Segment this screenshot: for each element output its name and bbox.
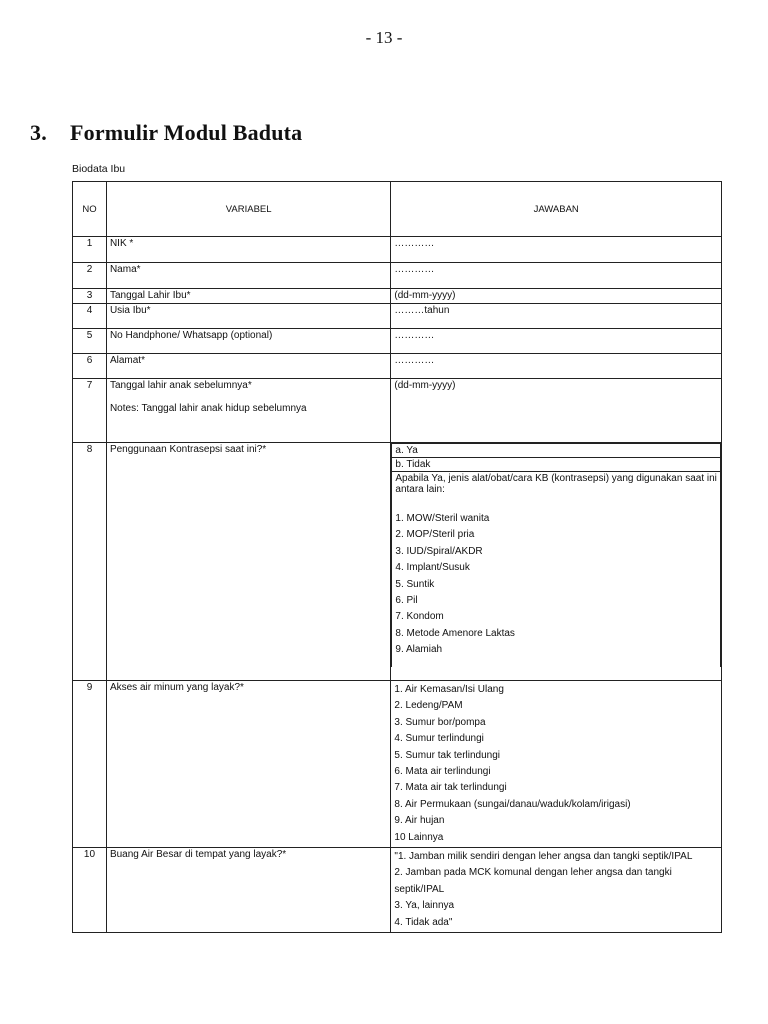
table-row bbox=[73, 379, 722, 443]
form-table bbox=[72, 181, 722, 933]
row-variable-label: Tanggal lahir anak sebelumnya* bbox=[109, 380, 252, 391]
row-number: 7 bbox=[73, 379, 107, 443]
row-variable: Buang Air Besar di tempat yang layak?* bbox=[106, 848, 390, 933]
row-number: 3 bbox=[73, 289, 107, 304]
answer-options bbox=[391, 443, 721, 667]
list-item[interactable]: 4. Sumur terlindungi bbox=[394, 733, 484, 745]
header-variabel: VARIABEL bbox=[106, 182, 390, 237]
table-row bbox=[73, 443, 722, 681]
row-variable: NIK * bbox=[106, 237, 390, 263]
row-answer bbox=[391, 443, 722, 681]
list-item[interactable]: 1. MOW/Steril wanita bbox=[395, 513, 490, 524]
row-number: 6 bbox=[73, 354, 107, 379]
list-item[interactable]: 2. MOP/Steril pria bbox=[395, 529, 475, 541]
table-row bbox=[73, 263, 722, 289]
section-number: 3. bbox=[30, 120, 47, 145]
list-item[interactable]: 3. Ya, lainnya bbox=[394, 900, 455, 912]
list-item[interactable]: 8. Air Permukaan (sungai/danau/waduk/kolam/irigasi) bbox=[394, 798, 631, 810]
table-row bbox=[73, 354, 722, 379]
row-answer bbox=[391, 848, 722, 933]
row-variable: Alamat* bbox=[106, 354, 390, 379]
row-variable: No Handphone/ Whatsapp (optional) bbox=[106, 329, 390, 354]
list-item[interactable]: 5. Sumur tak terlindungi bbox=[394, 749, 501, 761]
followup-question: Apabila Ya, jenis alat/obat/cara KB (kontrasepsi) yang digunakan saat ini antara lain: bbox=[395, 473, 717, 495]
row-variable: Penggunaan Kontrasepsi saat ini?* bbox=[106, 443, 390, 681]
list-item[interactable]: 2. Jamban pada MCK komunal dengan leher angsa dan tangki septik/IPAL bbox=[394, 867, 672, 895]
table-row bbox=[73, 329, 722, 354]
row-number: 10 bbox=[73, 848, 107, 933]
table-row bbox=[73, 848, 722, 933]
row-number: 5 bbox=[73, 329, 107, 354]
row-answer[interactable]: ………… bbox=[391, 237, 722, 263]
row-variable: Nama* bbox=[106, 263, 390, 289]
row-number: 8 bbox=[73, 443, 107, 681]
row-variable: Akses air minum yang layak?* bbox=[106, 681, 390, 848]
option-ya[interactable]: a. Ya bbox=[392, 444, 721, 458]
list-item[interactable]: 4. Tidak ada" bbox=[394, 916, 453, 928]
row-variable: Tanggal Lahir Ibu* bbox=[106, 289, 390, 304]
list-item[interactable]: 5. Suntik bbox=[395, 578, 435, 590]
list-item[interactable]: 6. Pil bbox=[395, 595, 418, 607]
row-variable: Usia Ibu* bbox=[106, 304, 390, 329]
header-jawaban: JAWABAN bbox=[391, 182, 722, 237]
row-number: 2 bbox=[73, 263, 107, 289]
table-row bbox=[73, 681, 722, 848]
list-item[interactable]: 7. Kondom bbox=[395, 611, 444, 623]
row-answer[interactable]: ………tahun bbox=[391, 304, 722, 329]
row-answer[interactable]: ………… bbox=[391, 354, 722, 379]
row-answer[interactable]: ………… bbox=[391, 329, 722, 354]
table-row bbox=[73, 237, 722, 263]
table-row bbox=[73, 289, 722, 304]
row-answer[interactable]: (dd-mm-yyyy) bbox=[391, 289, 722, 304]
row-number: 1 bbox=[73, 237, 107, 263]
row-answer[interactable]: (dd-mm-yyyy) bbox=[391, 379, 722, 443]
list-item[interactable]: 6. Mata air terlindungi bbox=[394, 766, 491, 778]
table-header bbox=[73, 182, 722, 237]
header-no: NO bbox=[73, 182, 107, 237]
row-variable bbox=[106, 379, 390, 443]
table-row bbox=[73, 304, 722, 329]
list-item[interactable]: 9. Alamiah bbox=[395, 644, 443, 656]
list-item[interactable]: 3. Sumur bor/pompa bbox=[394, 716, 486, 728]
section-heading bbox=[30, 120, 302, 146]
row-note: Notes: Tanggal lahir anak hidup sebelumnya bbox=[109, 403, 307, 414]
list-item[interactable]: 2. Ledeng/PAM bbox=[394, 700, 463, 712]
list-item[interactable]: 9. Air hujan bbox=[394, 815, 445, 827]
option-tidak[interactable]: b. Tidak bbox=[392, 458, 721, 472]
section-title: Formulir Modul Baduta bbox=[70, 120, 303, 145]
page-number: - 13 - bbox=[365, 28, 403, 47]
list-item[interactable]: 3. IUD/Spiral/AKDR bbox=[395, 545, 483, 557]
list-item[interactable]: 1. Air Kemasan/Isi Ulang bbox=[394, 684, 504, 695]
list-item[interactable]: 4. Implant/Susuk bbox=[395, 562, 470, 574]
biodata-label: Biodata Ibu bbox=[72, 163, 126, 175]
list-item[interactable]: 10 Lainnya bbox=[394, 831, 444, 843]
list-item[interactable]: 8. Metode Amenore Laktas bbox=[395, 627, 515, 639]
list-item[interactable]: "1. Jamban milik sendiri dengan leher angsa dan tangki septik/IPAL bbox=[394, 851, 693, 863]
list-item[interactable]: 7. Mata air tak terlindungi bbox=[394, 782, 507, 794]
row-answer bbox=[391, 681, 722, 848]
row-answer[interactable]: ………… bbox=[391, 263, 722, 289]
row-number: 4 bbox=[73, 304, 107, 329]
row-number: 9 bbox=[73, 681, 107, 848]
